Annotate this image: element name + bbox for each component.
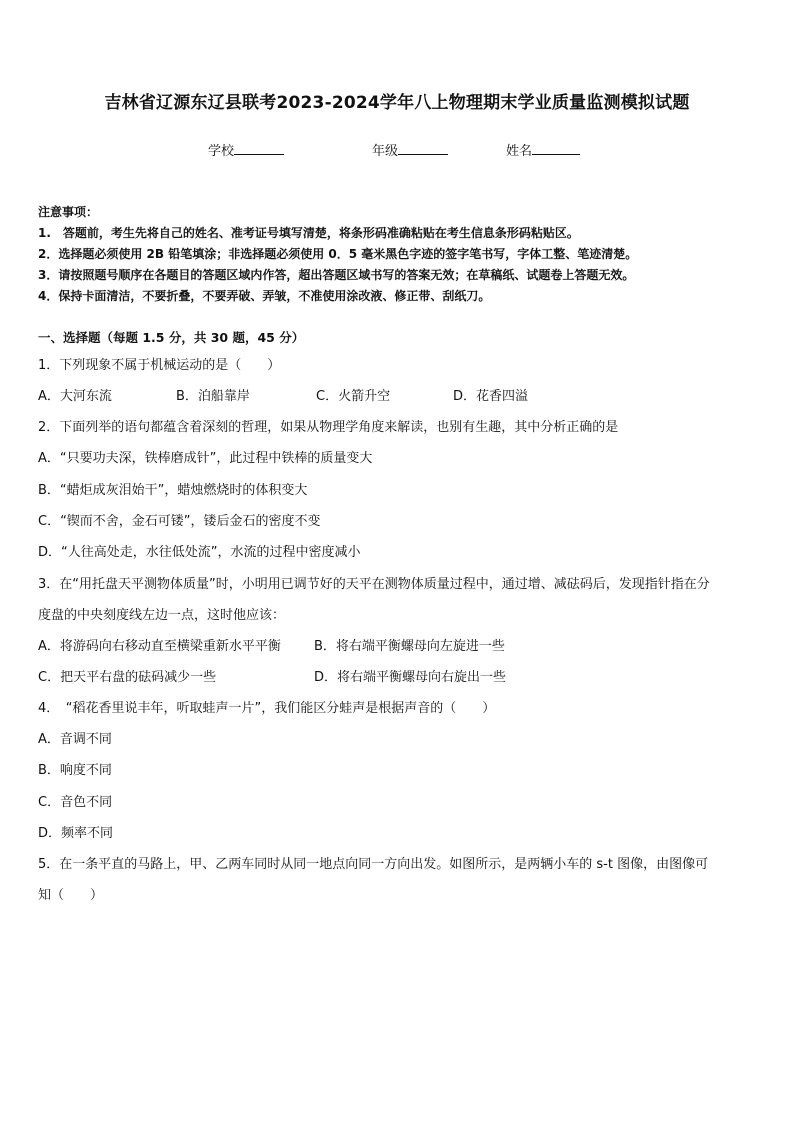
q2-option-c: C．“锲而不舍，金石可镂”，镂后金石的密度不变 xyxy=(38,514,321,529)
q3-option-b: B．将右端平衡螺母向左旋进一些 xyxy=(314,639,505,654)
q3-stem-line-2: 度盘的中央刻度线左边一点，这时他应该： xyxy=(38,608,286,623)
q4-option-c: C．音色不同 xyxy=(38,795,113,810)
notice-item-3: 3．请按照题号顺序在各题目的答题区域内作答，超出答题区域书写的答案无效；在草稿纸、试题卷上答题无效。 xyxy=(38,268,635,282)
q4-option-b: B．响度不同 xyxy=(38,763,112,778)
q2-option-a: A．“只要功夫深，铁棒磨成针”，此过程中铁棒的质量变大 xyxy=(38,451,373,466)
q4-option-a: A．音调不同 xyxy=(38,732,112,747)
school-blank xyxy=(234,142,284,155)
q2-option-d: D．“人往高处走，水往低处流”，水流的过程中密度减小 xyxy=(38,545,361,560)
school-label: 学校 xyxy=(208,144,235,159)
notice-item-4: 4．保持卡面清洁，不要折叠，不要弄破、弄皱，不准使用涂改液、修正带、刮纸刀。 xyxy=(38,289,491,303)
q1-option-c: C．火箭升空 xyxy=(316,389,391,404)
q2-option-b: B．“蜡炬成灰泪始干”，蜡烛燃烧时的体积变大 xyxy=(38,483,308,498)
q1-stem: 1．下列现象不属于机械运动的是（ ） xyxy=(38,358,281,373)
school-field xyxy=(208,140,284,159)
name-field xyxy=(506,140,580,159)
q1-option-b: B．泊船靠岸 xyxy=(176,389,250,404)
q4-option-d: D．频率不同 xyxy=(38,826,114,841)
q3-option-d: D．将右端平衡螺母向右旋出一些 xyxy=(314,670,507,685)
notice-heading: 注意事项： xyxy=(38,205,99,219)
name-blank xyxy=(532,142,580,155)
notice-item-2: 2．选择题必须使用 2B 铅笔填涂；非选择题必须使用 0．5 毫米黑色字迹的签字笔书写，字体工整、笔迹清楚。 xyxy=(38,247,638,261)
q1-option-d: D．花香四溢 xyxy=(453,389,529,404)
q4-stem: 4． “稻花香里说丰年，听取蛙声一片”，我们能区分蛙声是根据声音的（ ） xyxy=(38,701,496,716)
grade-field xyxy=(372,140,448,159)
q5-stem-line-1: 5．在一条平直的马路上，甲、乙两车同时从同一地点向同一方向出发。如图所示，是两辆小车的 s-t 图像，由图像可 xyxy=(38,857,709,872)
q3-option-a: A．将游码向右移动直至横梁重新水平平衡 xyxy=(38,639,281,654)
section-heading: 一、选择题（每题 1.5 分，共 30 题，45 分） xyxy=(38,330,305,345)
grade-blank xyxy=(398,142,448,155)
q3-stem-line-1: 3．在“用托盘天平测物体质量”时，小明用已调节好的天平在测物体质量过程中，通过增、减砝码后，发现指针指在分 xyxy=(38,577,710,592)
q1-option-a: A．大河东流 xyxy=(38,389,112,404)
q3-option-c: C．把天平右盘的砝码减少一些 xyxy=(38,670,217,685)
exam-title: 吉林省辽源东辽县联考2023-2024学年八上物理期末学业质量监测模拟试题 xyxy=(104,93,690,113)
q5-stem-line-2: 知（ ） xyxy=(38,888,104,903)
q2-stem: 2．下面列举的语句都蕴含着深刻的哲理，如果从物理学角度来解读，也别有生趣，其中分析正确的是 xyxy=(38,420,619,435)
notice-item-1: 1. 答题前，考生先将自己的姓名、准考证号填写清楚，将条形码准确粘贴在考生信息条形码粘贴区。 xyxy=(38,226,579,240)
grade-label: 年级 xyxy=(372,144,399,159)
name-label: 姓名 xyxy=(506,144,533,159)
